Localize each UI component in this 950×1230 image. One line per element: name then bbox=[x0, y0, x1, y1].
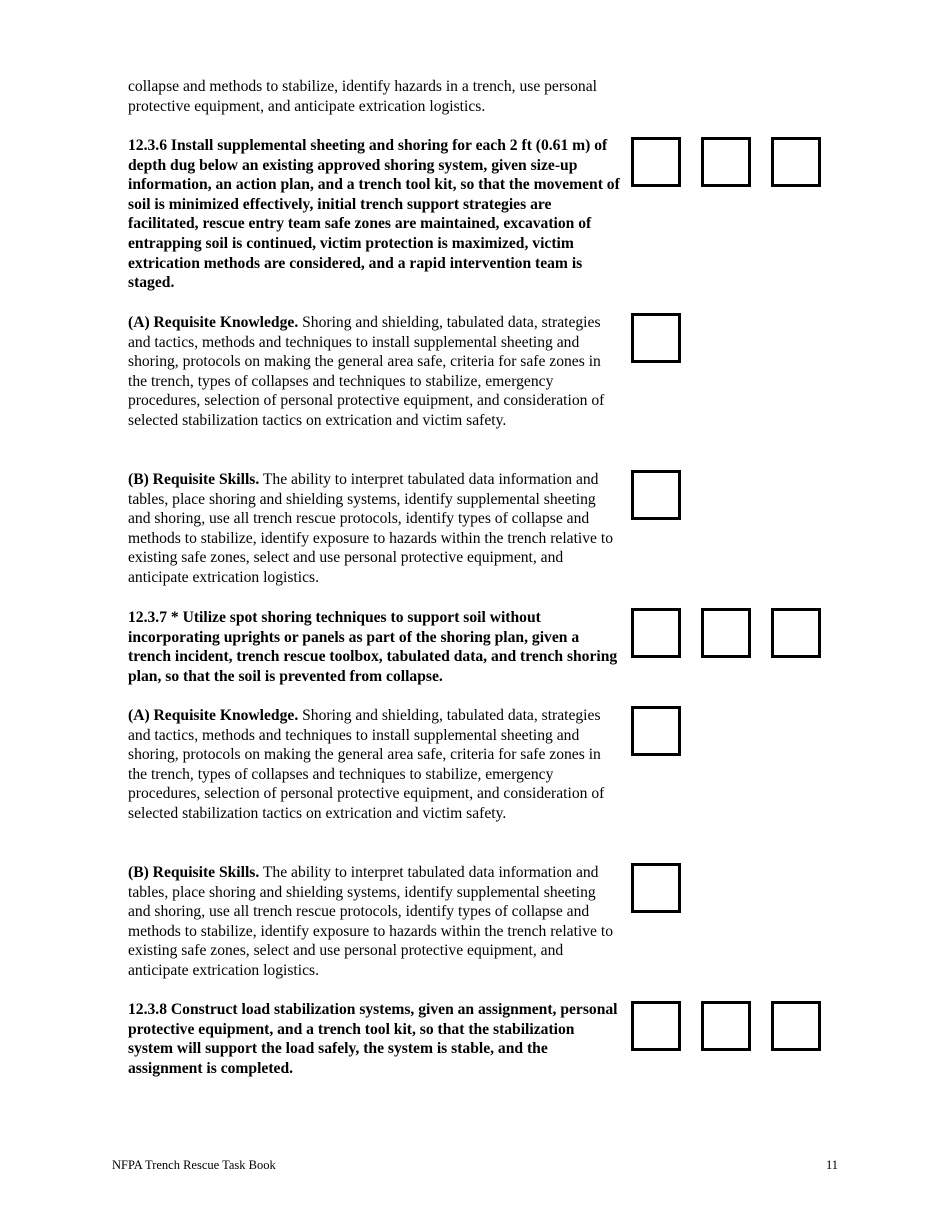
checkbox-12-3-7-2[interactable] bbox=[701, 608, 751, 658]
skills-text: The ability to interpret tabulated data information and tables, place shoring and shielding systems, identify supplemental sheeting and shoring, use all trench rescue protocols, identify types of collapse and methods to stabilize, identify exposure to hazards within the trench relative to existing safe zones, select and use personal protective equipment, and anticipate extrication logistics. bbox=[128, 864, 613, 979]
checkbox-12-3-7-knowledge[interactable] bbox=[631, 706, 681, 756]
checkbox-12-3-7-3[interactable] bbox=[771, 608, 821, 658]
skills-label: (B) Requisite Skills. bbox=[128, 864, 260, 881]
knowledge-label: (A) Requisite Knowledge. bbox=[128, 707, 299, 724]
knowledge-text: Shoring and shielding, tabulated data, strategies and tactics, methods and techniques to install supplemental sheeting and shoring, protocols on making the general area safe, criteria for safe zones in the trench, types of collapses and techniques to stabilize, emergency procedures, selection of personal protective equipment, and consideration of selected stabilization tactics on extrication and victim safety. bbox=[128, 707, 605, 822]
checkbox-12-3-8-2[interactable] bbox=[701, 1001, 751, 1051]
checkbox-12-3-6-3[interactable] bbox=[771, 137, 821, 187]
knowledge-label: (A) Requisite Knowledge. bbox=[128, 314, 299, 331]
item-12-3-7-knowledge bbox=[128, 706, 620, 824]
item-12-3-7-heading: 12.3.7 * Utilize spot shoring techniques to support soil without incorporating uprights or panels as part of the shoring plan, given a trench incident, trench rescue toolbox, tabulated data, and trench shoring plan, so that the soil is prevented from collapse. bbox=[128, 609, 618, 685]
checkbox-12-3-6-skills[interactable] bbox=[631, 470, 681, 520]
checkbox-12-3-6-knowledge[interactable] bbox=[631, 313, 681, 363]
checkbox-12-3-6-1[interactable] bbox=[631, 137, 681, 187]
item-12-3-8-heading: 12.3.8 Construct load stabilization systems, given an assignment, personal protective equipment, and a trench tool kit, so that the stabilization system will support the load safely, the system is stable, and the assignment is completed. bbox=[128, 1001, 618, 1077]
checkbox-12-3-8-3[interactable] bbox=[771, 1001, 821, 1051]
item-12-3-6-skills bbox=[128, 470, 620, 588]
item-12-3-6-heading: 12.3.6 Install supplemental sheeting and shoring for each 2 ft (0.61 m) of depth dug below an existing approved shoring system, given size-up information, an action plan, and a trench tool kit, so that the movement of soil is minimized effectively, initial trench support strategies are facilitated, rescue entry team safe zones are maintained, excavation of entrapping soil is continued, victim protection is maximized, victim extrication methods are considered, and a rapid intervention team is staged. bbox=[128, 137, 620, 292]
footer-title: NFPA Trench Rescue Task Book bbox=[112, 1158, 276, 1172]
intro-paragraph: collapse and methods to stabilize, identify hazards in a trench, use personal protective equipment, and anticipate extrication logistics. bbox=[128, 78, 597, 115]
knowledge-text: Shoring and shielding, tabulated data, strategies and tactics, methods and techniques to install supplemental sheeting and shoring, protocols on making the general area safe, criteria for safe zones in the trench, types of collapses and techniques to stabilize, emergency procedures, selection of personal protective equipment, and consideration of selected stabilization tactics on extrication and victim safety. bbox=[128, 314, 605, 429]
checkbox-12-3-8-1[interactable] bbox=[631, 1001, 681, 1051]
skills-label: (B) Requisite Skills. bbox=[128, 471, 260, 488]
item-12-3-6-knowledge bbox=[128, 313, 620, 431]
item-12-3-7-skills bbox=[128, 863, 620, 981]
checkbox-12-3-7-skills[interactable] bbox=[631, 863, 681, 913]
skills-text: The ability to interpret tabulated data information and tables, place shoring and shielding systems, identify supplemental sheeting and shoring, use all trench rescue protocols, identify types of collapse and methods to stabilize, identify exposure to hazards within the trench relative to existing safe zones, select and use personal protective equipment, and anticipate extrication logistics. bbox=[128, 471, 613, 586]
footer-page-number: 11 bbox=[826, 1158, 839, 1172]
checkbox-12-3-6-2[interactable] bbox=[701, 137, 751, 187]
checkbox-12-3-7-1[interactable] bbox=[631, 608, 681, 658]
